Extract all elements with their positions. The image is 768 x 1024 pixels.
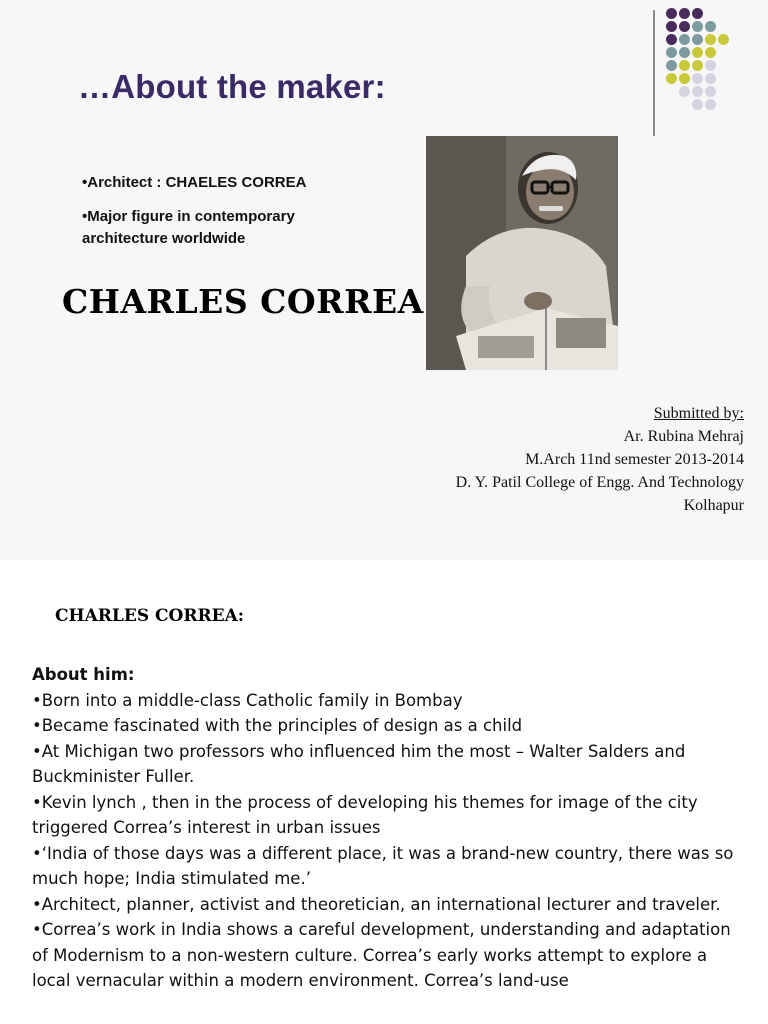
name-banner: CHARLES CORREA bbox=[62, 282, 424, 321]
submitter-course: M.Arch 11nd semester 2013-2014 bbox=[525, 451, 744, 468]
bullet-major-figure: •Major figure in contemporary architecture worldwide bbox=[82, 208, 295, 247]
bullet-architect: •Architect : CHAELES CORREA bbox=[82, 174, 307, 191]
section-heading: CHARLES CORREA: bbox=[55, 606, 245, 626]
decorative-dot bbox=[705, 99, 716, 110]
decorative-dot bbox=[705, 86, 716, 97]
paragraph: •‘India of those days was a different place, it was a brand-new country, there was so much hope; India stimulated me.’ bbox=[32, 843, 734, 888]
decorative-dot bbox=[666, 34, 677, 45]
decorative-dot bbox=[679, 47, 690, 58]
decorative-dot bbox=[692, 86, 703, 97]
decorative-dot bbox=[692, 34, 703, 45]
paragraph: •Correa’s work in India shows a careful development, understanding and adaptation of Modernism to a non-western culture. Correa’s early works attempt to explore a local vernacular within a modern environment. Correa’s land-use bbox=[32, 920, 731, 990]
about-section bbox=[32, 662, 744, 994]
decorative-dot bbox=[666, 21, 677, 32]
portrait-photo-icon bbox=[426, 136, 618, 370]
decorative-dot bbox=[692, 99, 703, 110]
decorative-dot bbox=[666, 60, 677, 71]
decorative-dot bbox=[666, 47, 677, 58]
about-label: About him: bbox=[32, 665, 135, 684]
decorative-dot bbox=[679, 86, 690, 97]
submission-block bbox=[456, 402, 744, 517]
submitted-label: Submitted by: bbox=[653, 405, 744, 422]
decorative-dot bbox=[679, 73, 690, 84]
decorative-dot bbox=[666, 73, 677, 84]
decorative-dot bbox=[705, 60, 716, 71]
decorative-dot bbox=[679, 34, 690, 45]
decorative-dot bbox=[692, 21, 703, 32]
decorative-dots-icon bbox=[666, 8, 736, 120]
decorative-dot bbox=[705, 47, 716, 58]
slide-title: …About the maker: bbox=[78, 68, 386, 105]
decorative-dot bbox=[666, 8, 677, 19]
submitter-city: Kolhapur bbox=[683, 497, 744, 514]
decorative-dot bbox=[692, 8, 703, 19]
submitter-college: D. Y. Patil College of Engg. And Technology bbox=[455, 474, 744, 491]
decorative-dot bbox=[692, 73, 703, 84]
decorative-dot bbox=[692, 47, 703, 58]
paragraph: •Born into a middle-class Catholic family in Bombay bbox=[32, 690, 463, 710]
divider-line bbox=[653, 10, 655, 136]
decorative-dot bbox=[705, 73, 716, 84]
decorative-dot bbox=[679, 60, 690, 71]
decorative-dot bbox=[679, 8, 690, 19]
decorative-dot bbox=[692, 60, 703, 71]
portrait-photo bbox=[426, 136, 618, 370]
decorative-dot bbox=[679, 21, 690, 32]
paragraph: •Architect, planner, activist and theoretician, an international lecturer and traveler. bbox=[32, 894, 721, 914]
decorative-dot bbox=[705, 21, 716, 32]
submitter-name: Ar. Rubina Mehraj bbox=[623, 428, 744, 445]
decorative-dot bbox=[705, 34, 716, 45]
paragraph: •Became fascinated with the principles of design as a child bbox=[32, 716, 523, 735]
decorative-dot bbox=[718, 34, 729, 45]
paragraph: •Kevin lynch , then in the process of developing his themes for image of the city triggered Correa’s interest in urban issues bbox=[32, 792, 698, 837]
paragraph: •At Michigan two professors who influenced him the most – Walter Salders and Buckminister Fuller. bbox=[32, 741, 686, 786]
